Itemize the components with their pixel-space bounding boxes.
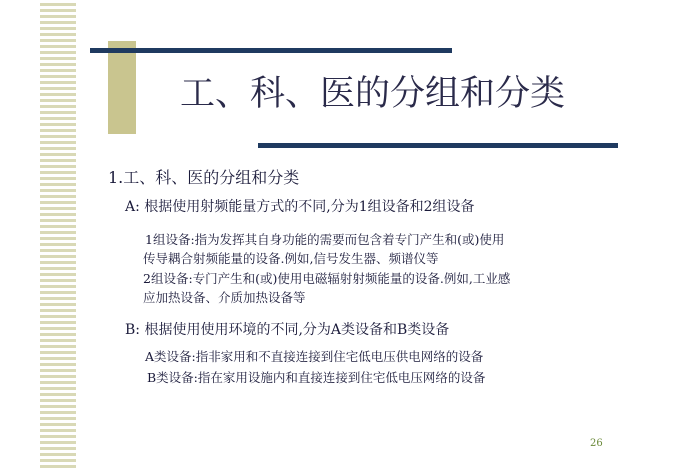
slide-title: 工、科、医的分组和分类: [180, 74, 566, 114]
title-bottom-rule: [258, 143, 618, 148]
section-heading: 1.工、科、医的分组和分类: [108, 168, 300, 187]
decorative-stripes: [40, 0, 76, 470]
part-b-line: B类设备:指在家用设施内和直接连接到住宅低电压网络的设备: [147, 370, 486, 385]
part-a-line: 应加热设备、介质加热设备等: [143, 290, 306, 305]
part-a-heading: A: 根据使用射频能量方式的不同,分为1组设备和2组设备: [125, 199, 475, 215]
part-b-line: A类设备:指非家用和不直接连接到住宅低电压供电网络的设备: [145, 349, 484, 364]
part-a-line: 2组设备:专门产生和(或)使用电磁辐射射频能量的设备.例如,工业感: [143, 271, 511, 286]
part-a-line: 传导耦合射频能量的设备.例如,信号发生器、频谱仪等: [143, 251, 439, 266]
decorative-tan-block: [108, 41, 136, 134]
part-b-heading: B: 根据使用使用环境的不同,分为A类设备和B类设备: [125, 322, 450, 338]
page-number: 26: [590, 438, 603, 449]
title-top-rule: [90, 48, 452, 53]
part-a-line: 1组设备:指为发挥其自身功能的需要而包含着专门产生和(或)使用: [145, 232, 505, 247]
